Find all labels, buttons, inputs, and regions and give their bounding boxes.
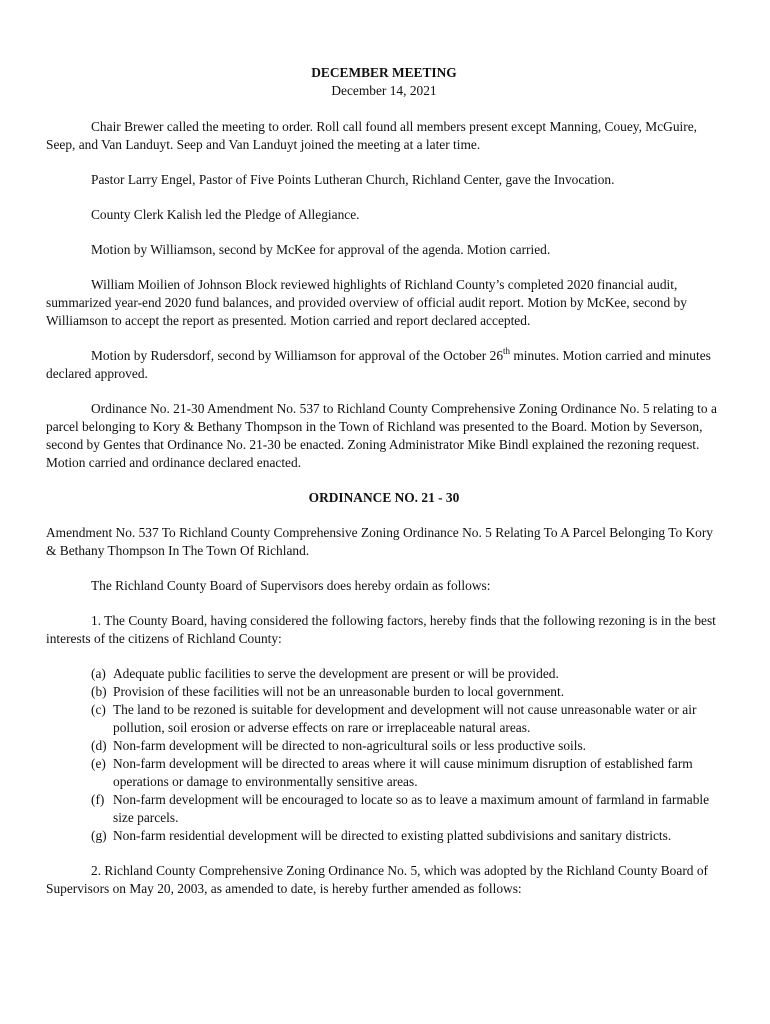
audit-paragraph: William Moilien of Johnson Block reviewed highlights of Richland County’s completed 2020 financial audit, summarized year-end 2020 fund balances, and provided overview of official audit report. Motion by McKee, second by Williamson to accept the report as presented. Motion carried and report declared accepted. xyxy=(46,277,687,328)
list-item-text: Adequate public facilities to serve the development are present or will be provided. xyxy=(113,666,559,681)
amendment-paragraph: Amendment No. 537 To Richland County Comprehensive Zoning Ordinance No. 5 Relating To A Parcel Belonging To Kory & Bethany Thompson In The Town Of Richland. xyxy=(46,525,714,558)
call-to-order-paragraph: Chair Brewer called the meeting to order. Roll call found all members present except Manning, Couey, McGuire, Seep, and Van Landuyt. Seep and Van Landuyt joined the meeting at a later time. xyxy=(46,119,697,152)
invocation-paragraph: Pastor Larry Engel, Pastor of Five Points Lutheran Church, Richland Center, gave the Invocation. xyxy=(91,172,615,187)
minutes-superscript: th xyxy=(503,345,511,356)
meeting-date: December 14, 2021 xyxy=(331,83,437,98)
list-marker: (d) xyxy=(91,738,107,753)
ordain-paragraph: The Richland County Board of Supervisors does hereby ordain as follows: xyxy=(91,578,491,593)
list-item-text: Non-farm development will be encouraged to locate so as to leave a maximum amount of farmland in farmable size parcels. xyxy=(113,792,710,825)
list-item xyxy=(91,683,722,701)
pledge-paragraph: County Clerk Kalish led the Pledge of Allegiance. xyxy=(91,207,360,222)
minutes-text-after: minutes. Motion carried and minutes declared approved. xyxy=(46,348,711,381)
list-marker: (e) xyxy=(91,756,106,771)
list-marker: (c) xyxy=(91,702,106,717)
document-page xyxy=(46,64,722,915)
item-1-paragraph: 1. The County Board, having considered the following factors, hereby finds that the following rezoning is in the best interests of the citizens of Richland County: xyxy=(46,613,716,646)
list-item xyxy=(91,701,722,737)
document-header xyxy=(46,64,722,100)
list-marker: (f) xyxy=(91,792,105,807)
ordinance-intro-paragraph: Ordinance No. 21-30 Amendment No. 537 to Richland County Comprehensive Zoning Ordinance No. 5 relating to a parcel belonging to Kory & Bethany Thompson in the Town of Richland was presented to the Board. Motion by Severson, second by Gentes that Ordinance No. 21-30 be enacted. Zoning Administrator Mike Bindl explained the rezoning request. Motion carried and ordinance declared enacted. xyxy=(46,401,717,470)
list-item xyxy=(91,827,722,845)
list-marker: (b) xyxy=(91,684,107,699)
minutes-paragraph xyxy=(46,347,722,383)
ordinance-heading: ORDINANCE NO. 21 - 30 xyxy=(308,490,460,505)
list-item xyxy=(91,665,722,683)
list-item xyxy=(91,755,722,791)
list-item xyxy=(91,737,722,755)
factors-list xyxy=(46,665,722,845)
list-item-text: Non-farm residential development will be directed to existing platted subdivisions and sanitary districts. xyxy=(113,828,672,843)
list-marker: (a) xyxy=(91,666,106,681)
list-item-text: Provision of these facilities will not be an unreasonable burden to local government. xyxy=(113,684,565,699)
page-title: DECEMBER MEETING xyxy=(311,65,457,80)
minutes-text-before: Motion by Rudersdorf, second by Williamson for approval of the October 26 xyxy=(91,348,504,363)
list-item xyxy=(91,791,722,827)
list-item-text: Non-farm development will be directed to non-agricultural soils or less productive soils. xyxy=(113,738,587,753)
item-2-paragraph: 2. Richland County Comprehensive Zoning Ordinance No. 5, which was adopted by the Richland County Board of Supervisors on May 20, 2003, as amended to date, is hereby further amended as follows: xyxy=(46,863,708,896)
list-item-text: The land to be rezoned is suitable for development and development will not cause unreasonable water or air pollution, soil erosion or adverse effects on rare or irreplaceable natural areas. xyxy=(113,702,697,735)
agenda-paragraph: Motion by Williamson, second by McKee for approval of the agenda. Motion carried. xyxy=(91,242,551,257)
list-item-text: Non-farm development will be directed to areas where it will cause minimum disruption of established farm operations or damage to environmentally sensitive areas. xyxy=(113,756,693,789)
list-marker: (g) xyxy=(91,828,107,843)
